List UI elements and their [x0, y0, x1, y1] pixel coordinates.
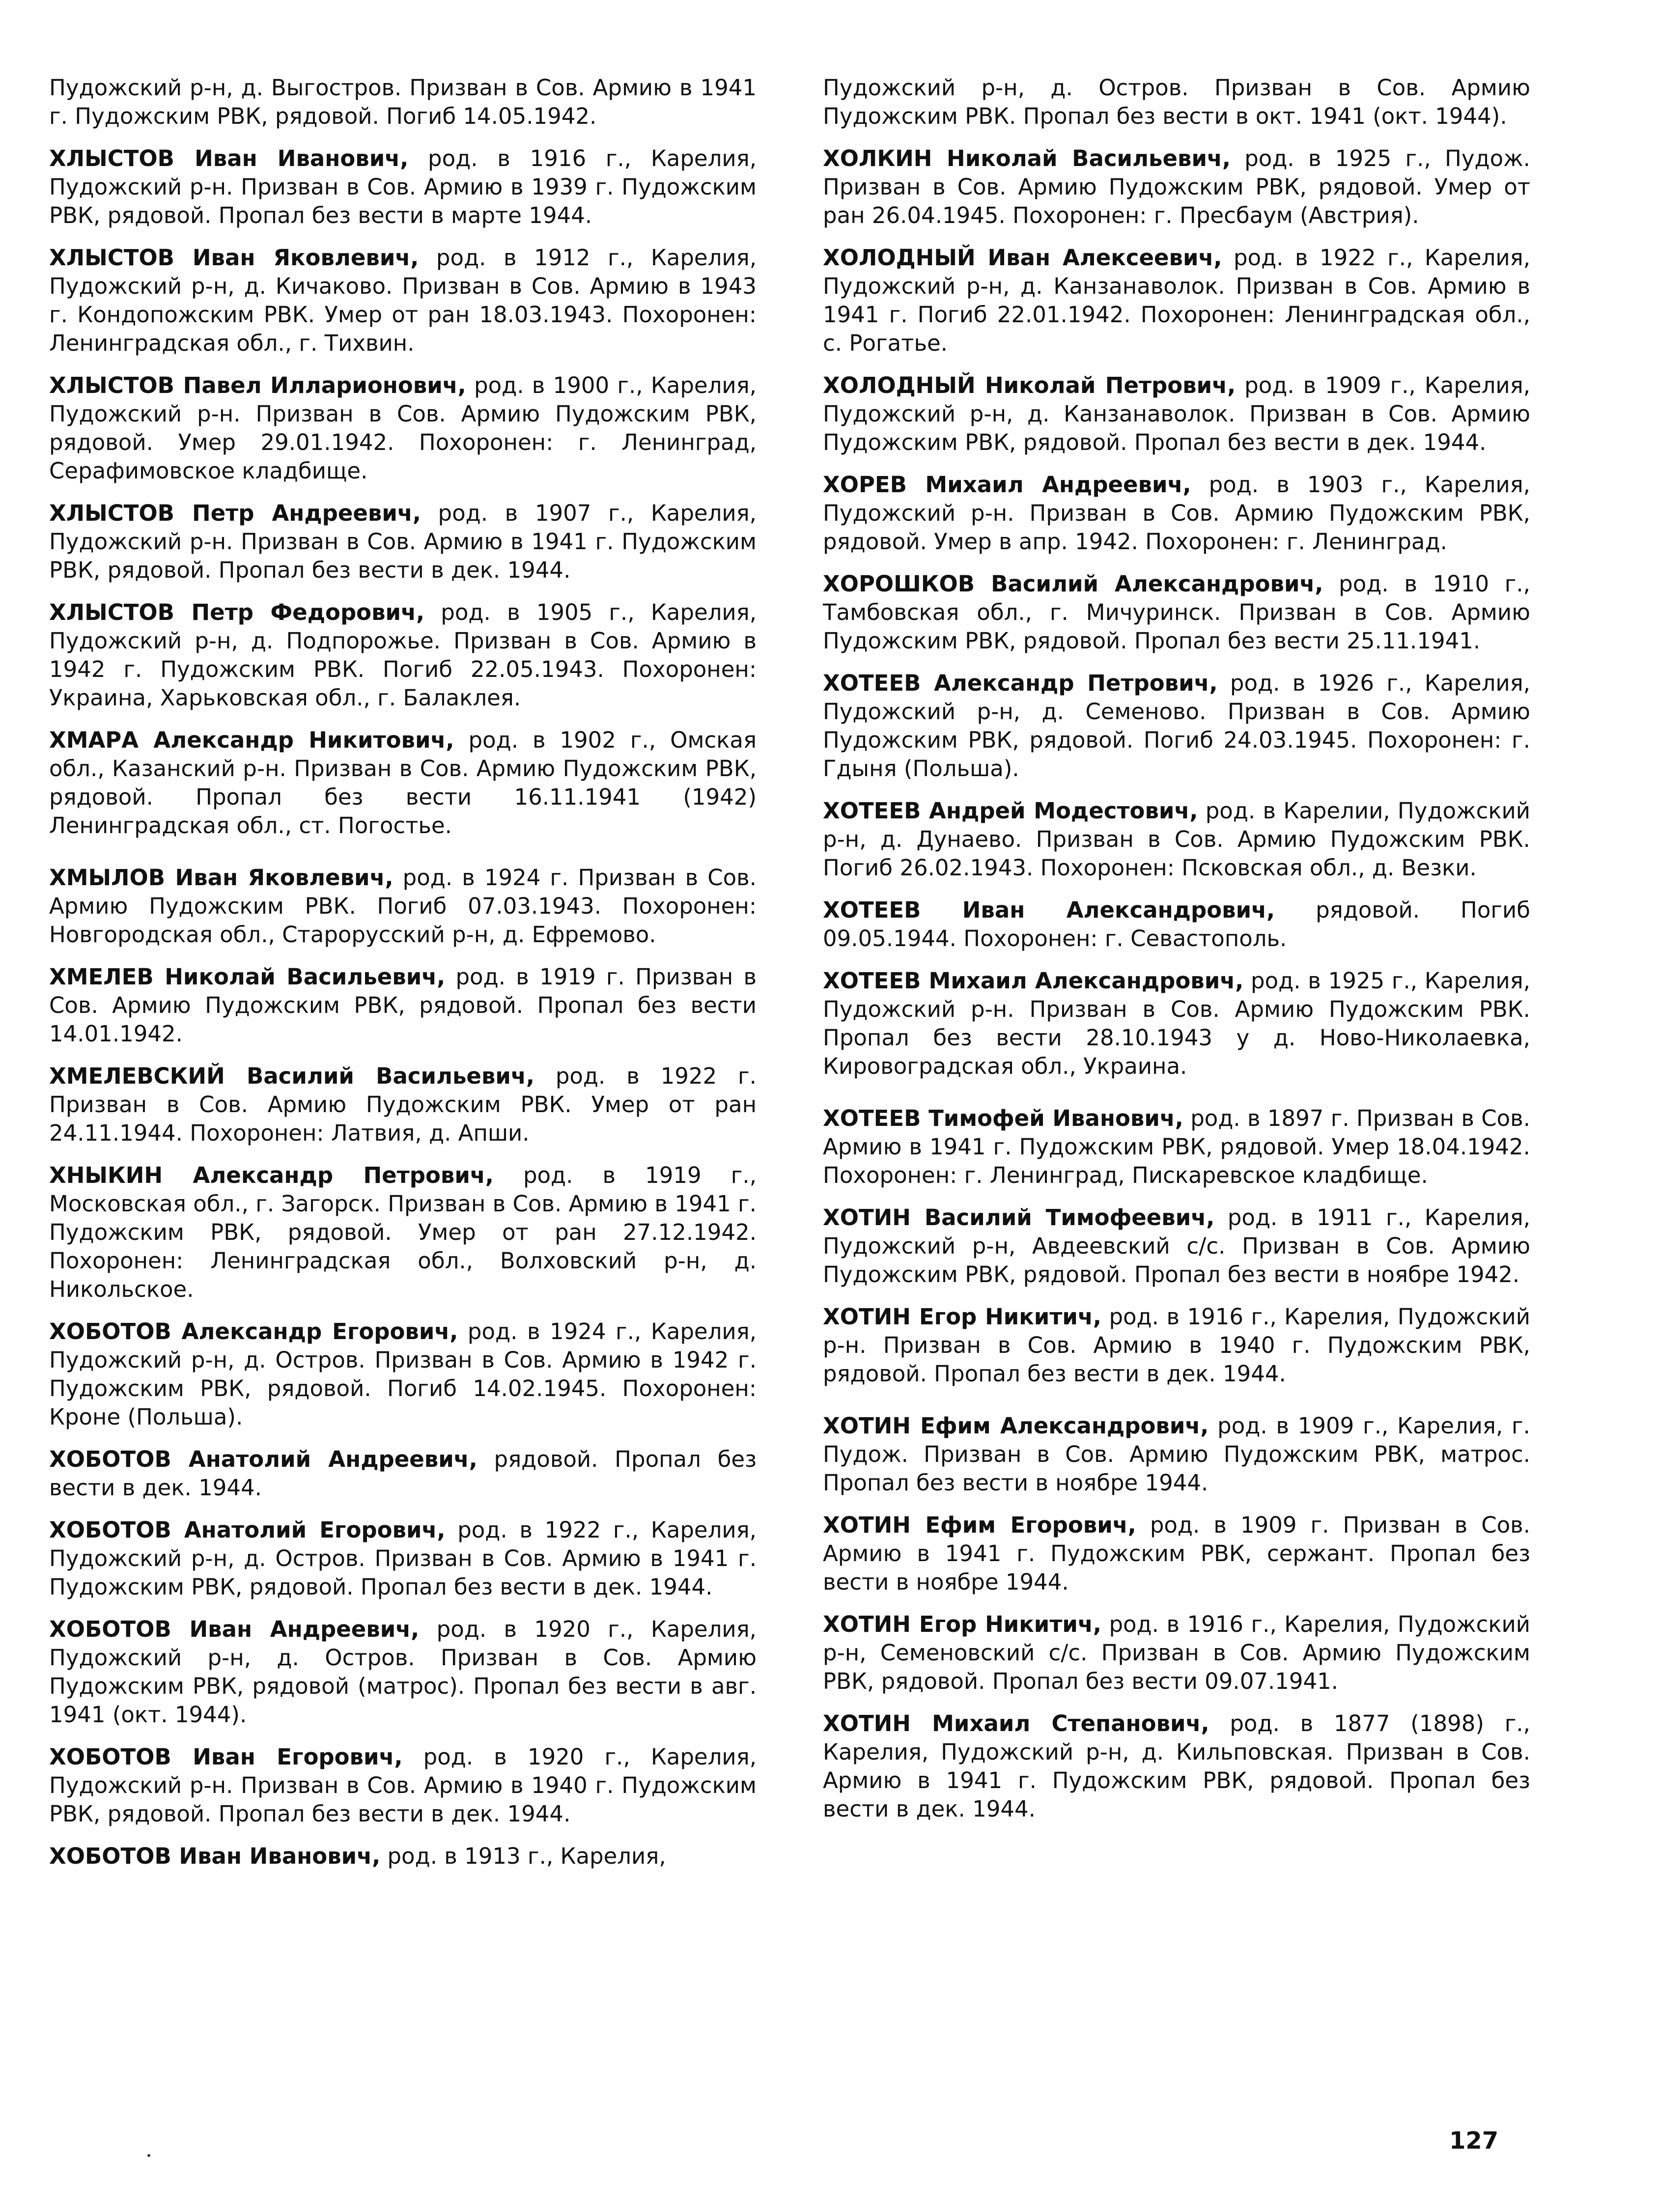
entry-text: род. в 1911 г., Карелия, Пудожский р-н, Авдеевский с/с. Призван в Сов. Армию Пудожским РВК, рядовой. Пропал без вести в ноябре 1942.: [823, 1204, 1530, 1288]
entry-name: ХМЕЛЕВСКИЙ Василий Васильевич,: [49, 1063, 534, 1089]
entry-text: род. в 1925 г., Карелия, Пудожский р-н. Призван в Сов. Армию Пудожским РВК. Пропал без вести 28.10.1943 у д. Ново-Николаевка, Кировоградская обл., Украина.: [823, 968, 1531, 1079]
entry-name: ХЛЫСТОВ Павел Илларионович,: [49, 372, 466, 398]
entry-text: род. в 1919 г. Призван в Сов. Армию Пудожским РВК, рядовой. Пропал без вести 14.01.1942.: [49, 964, 757, 1047]
entry: [49, 74, 757, 131]
left-column: [49, 74, 757, 1884]
entry-text: Пудожский р-н, д. Остров. Призван в Сов. Армию Пудожским РВК. Пропал без вести в окт. 1941 (окт. 1944).: [823, 75, 1530, 129]
entry-text: род. в 1909 г., Карелия, Пудожский р-н, д. Канзанаволок. Призван в Сов. Армию Пудожским РВК, рядовой. Пропал без вести в дек. 1944.: [823, 372, 1530, 455]
entry-name: ХОРЕВ Михаил Андреевич,: [823, 472, 1191, 498]
entry-text: род. в 1925 г., Пудож. Призван в Сов. Армию Пудожским РВК, рядовой. Умер от ран 26.04.1945. Похоронен: г. Пресбаум (Австрия).: [823, 145, 1530, 228]
entry-name: ХОТЕЕВ Иван Александрович,: [823, 897, 1275, 923]
entry-text: род. в 1897 г. Призван в Сов. Армию в 1941 г. Пудожским РВК, рядовой. Умер 18.04.1942. Похоронен: г. Ленинград, Пискаревское кладбище.: [823, 1105, 1530, 1188]
entry-name: ХОТИН Василий Тимофеевич,: [823, 1204, 1215, 1231]
entry-name: ХМЫЛОВ Иван Яковлевич,: [49, 865, 393, 891]
entry-text: род. в 1913 г., Карелия,: [380, 1843, 666, 1869]
entry-text: род. в 1922 г., Карелия, Пудожский р-н, д. Канзанаволок. Призван в Сов. Армию в 1941 г. Погиб 22.01.1942. Похоронен: Ленинградская обл., с. Рогатье.: [823, 245, 1530, 356]
entry-name: ХОТИН Егор Никитич,: [823, 1304, 1101, 1330]
entry: [49, 144, 757, 230]
entry-text: род. в 1903 г., Карелия, Пудожский р-н. Призван в Сов. Армию Пудожским РВК, рядовой. Умер в апр. 1942. Похоронен: г. Ленинград.: [823, 472, 1530, 555]
entry: [823, 471, 1530, 556]
entry-text: род. в 1922 г. Призван в Сов. Армию Пудожским РВК. Умер от ран 24.11.1944. Похоронен: Латвия, д. Апши.: [49, 1063, 757, 1146]
entry: [823, 896, 1530, 953]
entry-text: род. в 1900 г., Карелия, Пудожский р-н. Призван в Сов. Армию Пудожским РВК, рядовой. Умер 29.01.1942. Похоронен: г. Ленинград, Серафимовское кладбище.: [49, 372, 757, 484]
entry-name: ХОТИН Михаил Степанович,: [823, 1710, 1209, 1736]
entry-name: ХОТЕЕВ Александр Петрович,: [823, 670, 1218, 696]
entry: [823, 570, 1530, 655]
entry: [823, 1303, 1530, 1388]
entry-name: ХОБОТОВ Анатолий Андреевич,: [49, 1446, 478, 1472]
entry: [823, 669, 1530, 783]
entry: [823, 1511, 1530, 1596]
entry-text: род. в 1909 г., Карелия, г. Пудож. Призван в Сов. Армию Пудожским РВК, матрос. Пропал без вести в ноябре 1944.: [823, 1413, 1530, 1496]
entry-text: род. в 1926 г., Карелия, Пудожский р-н, д. Семеново. Призван в Сов. Армию Пудожским РВК, рядовой. Погиб 24.03.1945. Похоронен: г. Гдыня (Польша).: [823, 670, 1531, 782]
entry-text: род. в 1902 г., Омская обл., Казанский р-н. Призван в Сов. Армию Пудожским РВК, рядовой. Пропал без вести 16.11.1941 (1942) Ленинградская обл., ст. Погостье.: [49, 727, 757, 839]
entry: [823, 1610, 1530, 1696]
entry-text: род. в 1905 г., Карелия, Пудожский р-н, д. Подпорожье. Призван в Сов. Армию в 1942 г. Пудожским РВК. Погиб 22.05.1943. Похоронен: Украина, Харьковская обл., г. Балаклея.: [49, 599, 757, 711]
entry-text: рядовой. Погиб 09.05.1944. Похоронен: г. Севастополь.: [823, 897, 1530, 952]
right-column: [823, 74, 1530, 1837]
entry-name: ХОБОТОВ Александр Егорович,: [49, 1318, 458, 1344]
entry: [823, 144, 1530, 230]
entry: [823, 1104, 1530, 1190]
entry-name: ХОТИН Ефим Александрович,: [823, 1413, 1209, 1439]
entry-text: род. в 1912 г., Карелия, Пудожский р-н, д. Кичаково. Призван в Сов. Армию в 1943 г. Кондопожским РВК. Умер от ран 18.03.1943. Похоронен: Ленинградская обл., г. Тихвин.: [49, 245, 757, 356]
entry: [823, 1709, 1530, 1823]
entry: [823, 74, 1530, 131]
entry-name: ХОТЕЕВ Михаил Александрович,: [823, 968, 1244, 994]
entry-name: ХОТИН Ефим Егорович,: [823, 1512, 1136, 1538]
entry: [823, 244, 1530, 358]
entry: [49, 726, 757, 840]
print-speck: [147, 2154, 150, 2157]
entry: [49, 244, 757, 358]
entry: [49, 1615, 757, 1729]
entry-name: ХЛЫСТОВ Петр Федорович,: [49, 599, 425, 625]
entry-text: Пудожский р-н, д. Выгостров. Призван в Сов. Армию в 1941 г. Пудожским РВК, рядовой. Погиб 14.05.1942.: [49, 75, 757, 129]
entry: [823, 1412, 1530, 1497]
entry-text: род. в 1916 г., Карелия, Пудожский р-н, Семеновский с/с. Призван в Сов. Армию Пудожским РВК, рядовой. Пропал без вести 09.07.1941.: [823, 1611, 1531, 1694]
entry-name: ХОЛОДНЫЙ Иван Алексеевич,: [823, 245, 1222, 271]
page-number: 127: [1449, 2127, 1499, 2155]
entry-name: ХЛЫСТОВ Петр Андреевич,: [49, 500, 421, 526]
entry-text: рядовой. Пропал без вести в дек. 1944.: [49, 1446, 757, 1501]
entry-name: ХОБОТОВ Иван Андреевич,: [49, 1616, 420, 1642]
entry-text: род. в 1924 г. Призван в Сов. Армию Пудожским РВК. Погиб 07.03.1943. Похоронен: Новгородская обл., Старорусский р-н, д. Ефремово.: [49, 865, 757, 948]
entry: [823, 371, 1530, 457]
entry: [49, 963, 757, 1048]
entry-text: род. в 1907 г., Карелия, Пудожский р-н. Призван в Сов. Армию в 1941 г. Пудожским РВК, рядовой. Пропал без вести в дек. 1944.: [49, 500, 757, 583]
entry-text: род. в 1916 г., Карелия, Пудожский р-н. Призван в Сов. Армию в 1939 г. Пудожским РВК, рядовой. Пропал без вести в марте 1944.: [49, 145, 757, 228]
entry-text: род. в 1910 г., Тамбовская обл., г. Мичуринск. Призван в Сов. Армию Пудожским РВК, рядовой. Пропал без вести 25.11.1941.: [823, 571, 1530, 654]
entry: [49, 598, 757, 712]
entry-text: род. в Карелии, Пудожский р-н, д. Дунаево. Призван в Сов. Армию Пудожским РВК. Погиб 26.02.1943. Похоронен: Псковская обл., д. Везки.: [823, 798, 1530, 881]
entry-name: ХОЛОДНЫЙ Николай Петрович,: [823, 372, 1236, 398]
entry-name: ХОБОТОВ Иван Егорович,: [49, 1744, 403, 1770]
entry-name: ХЛЫСТОВ Иван Иванович,: [49, 145, 409, 171]
entry-text: род. в 1922 г., Карелия, Пудожский р-н, д. Остров. Призван в Сов. Армию в 1941 г. Пудожским РВК, рядовой. Пропал без вести в дек. 1944.: [49, 1517, 757, 1600]
entry-text: род. в 1920 г., Карелия, Пудожский р-н. Призван в Сов. Армию в 1940 г. Пудожским РВК, рядовой. Пропал без вести в дек. 1944.: [49, 1744, 757, 1827]
entry-name: ХОТЕЕВ Андрей Модестович,: [823, 798, 1198, 824]
entry: [49, 1062, 757, 1148]
entry-name: ХОБОТОВ Иван Иванович,: [49, 1843, 381, 1869]
entry: [49, 499, 757, 585]
entry-name: ХОЛКИН Николай Васильевич,: [823, 145, 1231, 171]
entry: [49, 1317, 757, 1431]
entry-text: род. в 1909 г. Призван в Сов. Армию в 1941 г. Пудожским РВК, сержант. Пропал без вести в ноябре 1944.: [823, 1512, 1530, 1595]
entry: [823, 1204, 1530, 1289]
entry-text: род. в 1919 г., Московская обл., г. Загорск. Призван в Сов. Армию в 1941 г. Пудожским РВК, рядовой. Умер от ран 27.12.1942. Похоронен: Ленинградская обл., Волховский р-н, д. Никольское.: [49, 1162, 757, 1302]
entry: [823, 797, 1530, 882]
entry: [49, 1445, 757, 1502]
entry: [49, 1743, 757, 1828]
entry: [49, 1161, 757, 1304]
entry-name: ХОТИН Егор Никитич,: [823, 1611, 1101, 1637]
entry-text: род. в 1916 г., Карелия, Пудожский р-н. Призван в Сов. Армию в 1940 г. Пудожским РВК, рядовой. Пропал без вести в дек. 1944.: [823, 1304, 1531, 1387]
entry: [49, 1516, 757, 1601]
entry-name: ХОРОШКОВ Василий Александрович,: [823, 571, 1323, 597]
entry-text: род. в 1877 (1898) г., Карелия, Пудожский р-н, д. Кильповская. Призван в Сов. Армию в 1941 г. Пудожским РВК, рядовой. Пропал без вести в дек. 1944.: [823, 1710, 1530, 1822]
entry: [823, 967, 1530, 1081]
entry-name: ХМЕЛЕВ Николай Васильевич,: [49, 964, 446, 990]
entry-name: ХОБОТОВ Анатолий Егорович,: [49, 1517, 446, 1543]
entry-text: род. в 1920 г., Карелия, Пудожский р-н, д. Остров. Призван в Сов. Армию Пудожским РВК, рядовой (матрос). Пропал без вести в авг. 1941 (окт. 1944).: [49, 1616, 757, 1728]
entry: [49, 371, 757, 485]
entry-name: ХЛЫСТОВ Иван Яковлевич,: [49, 245, 419, 271]
entry-text: род. в 1924 г., Карелия, Пудожский р-н, д. Остров. Призван в Сов. Армию в 1942 г. Пудожским РВК, рядовой. Погиб 14.02.1945. Похоронен: Кроне (Польша).: [49, 1318, 757, 1430]
entry-name: ХОТЕЕВ Тимофей Иванович,: [823, 1105, 1183, 1131]
entry-name: ХМАРА Александр Никитович,: [49, 727, 454, 753]
entry-name: ХНЫКИН Александр Петрович,: [49, 1162, 494, 1188]
entry: [49, 1842, 757, 1871]
entry: [49, 864, 757, 949]
